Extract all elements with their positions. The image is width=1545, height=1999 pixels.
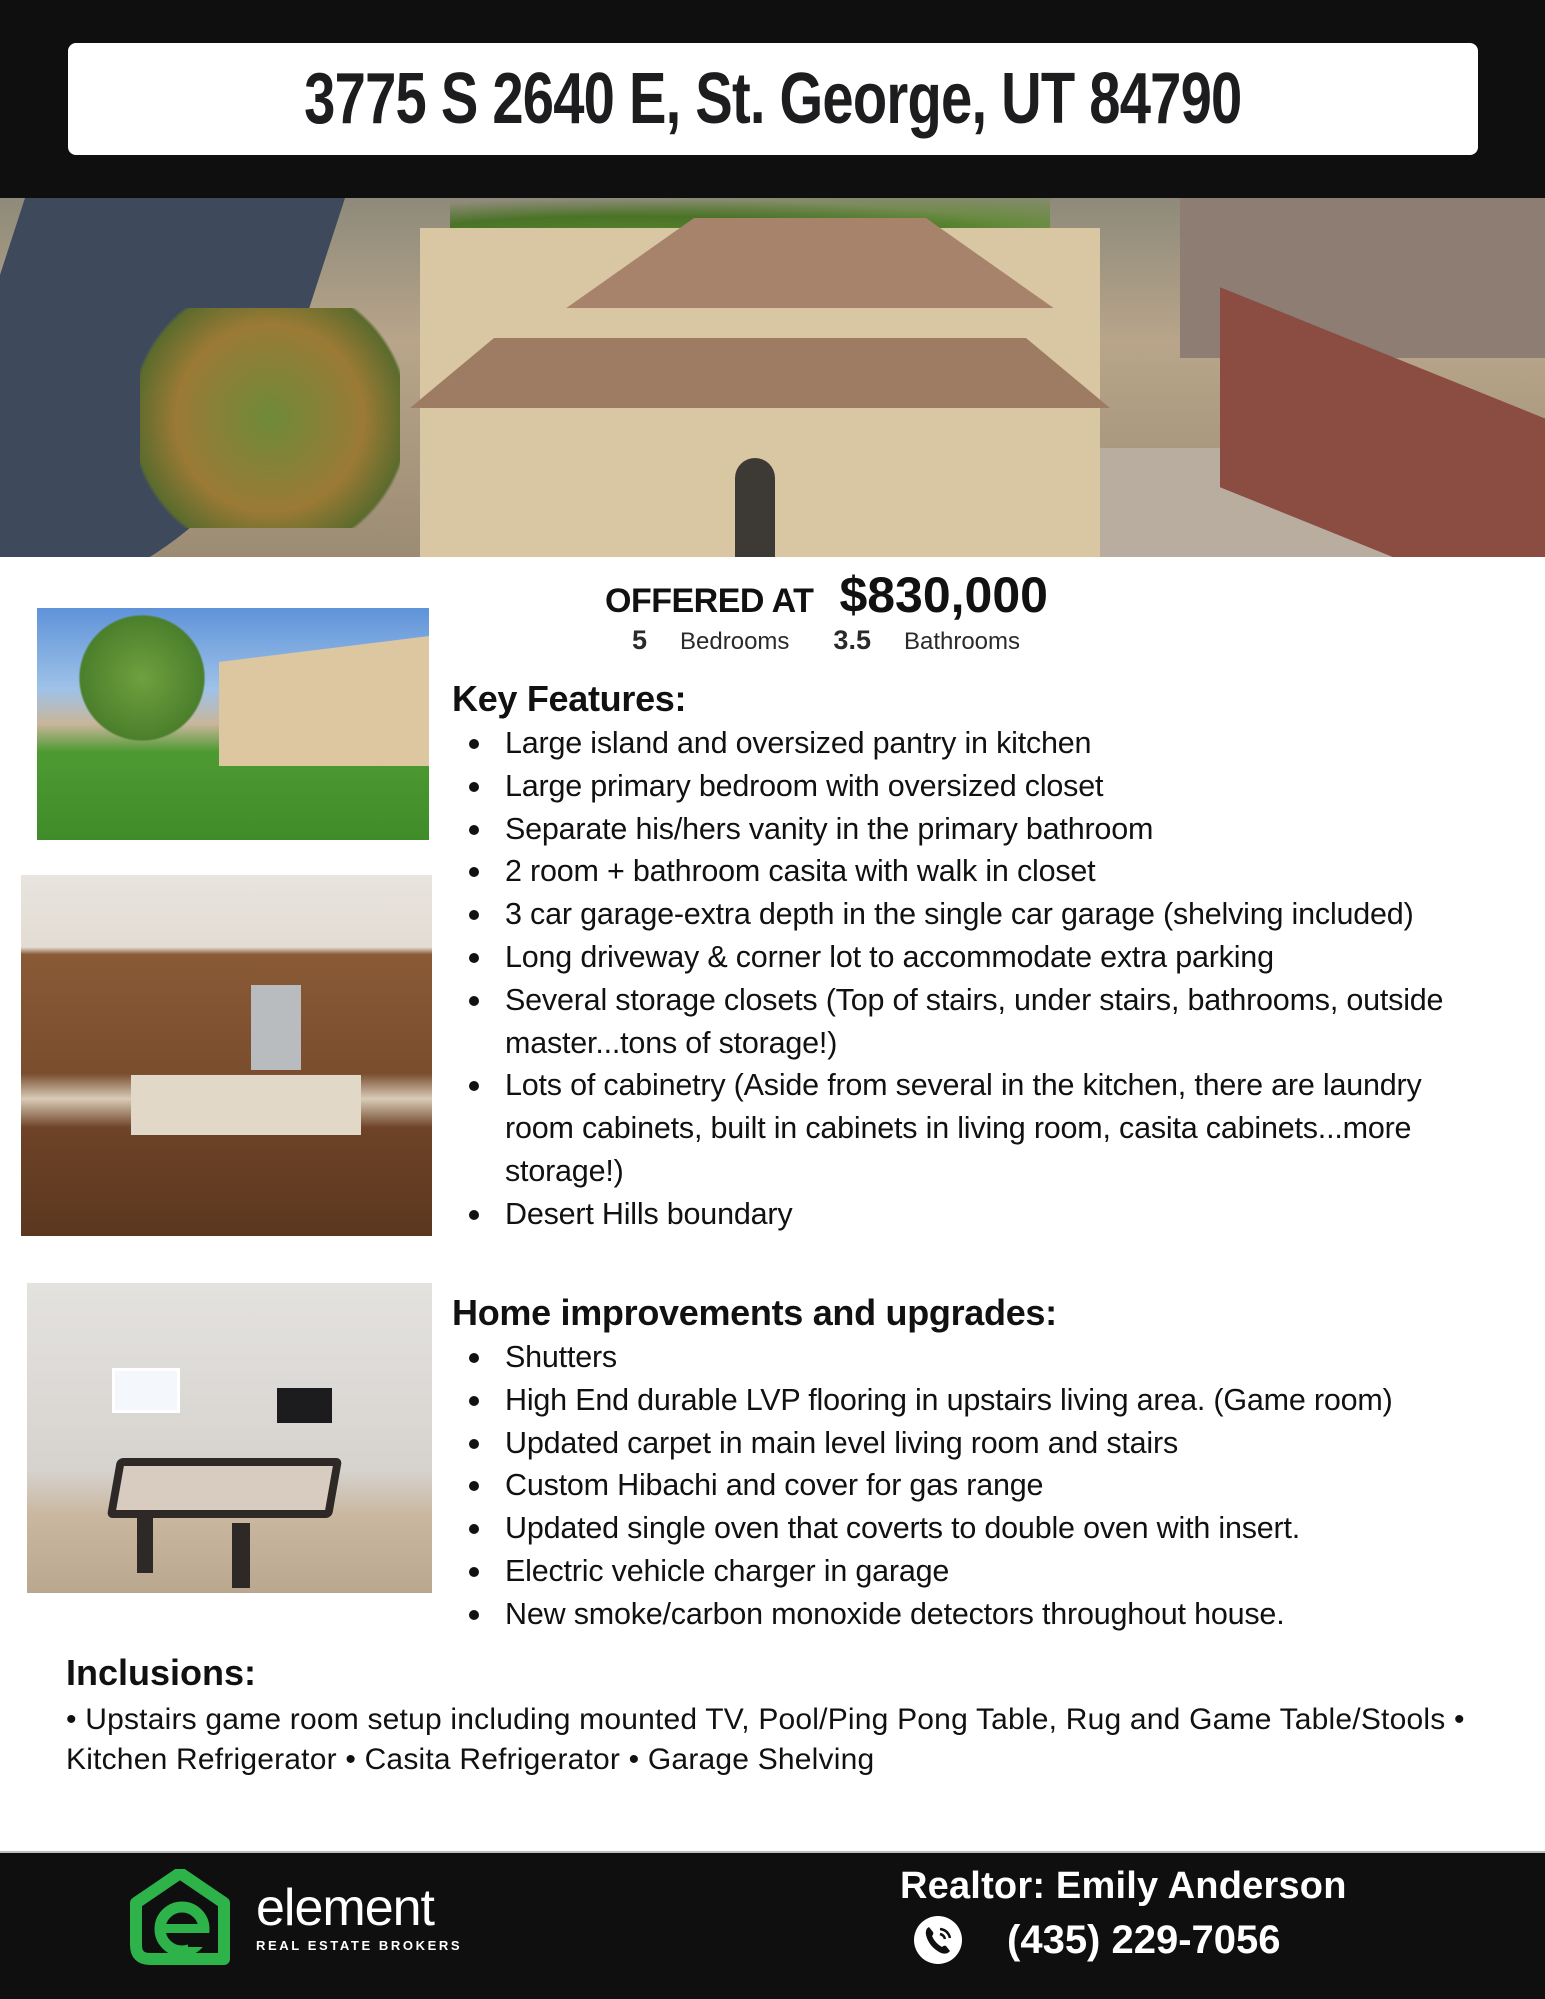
list-item: Electric vehicle charger in garage [452,1550,1532,1593]
list-item: Updated carpet in main level living room and stairs [452,1422,1532,1465]
list-item: Several storage closets (Top of stairs, under stairs, bathrooms, outside master...tons of storage!) [452,979,1452,1065]
brand-name: element [256,1878,434,1937]
bedrooms-label: Bedrooms [680,628,790,655]
hero-photo [0,198,1545,557]
pool-table [107,1458,343,1518]
improvements-section [452,1290,1532,1636]
key-features-title: Key Features: [452,678,687,719]
tree [140,308,400,528]
price: $830,000 [839,567,1048,623]
brand-logo [128,1869,462,1965]
inclusions-title: Inclusions: [66,1652,257,1693]
improvements-title: Home improvements and upgrades: [452,1292,1057,1333]
list-item: Large primary bedroom with oversized closet [452,765,1532,808]
address-banner [68,43,1478,155]
inclusions-section [66,1650,1506,1780]
game-room-photo [27,1283,432,1593]
list-item: Shutters [452,1336,1532,1379]
bathrooms-label: Bathrooms [903,628,1021,655]
list-item: 3 car garage-extra depth in the single car garage (shelving included) [452,893,1532,936]
list-item: Separate his/hers vanity in the primary bathroom [452,808,1532,851]
key-features-section [452,676,1532,1236]
improvements-list [452,1336,1532,1636]
patio [219,636,429,766]
list-item: Lots of cabinetry (Aside from several in the kitchen, there are laundry room cabinets, built in cabinets in living room, casita cabinets...more storage!) [452,1064,1432,1192]
backyard-photo [37,608,429,840]
bathrooms-count: 3.5 [833,625,871,655]
roof-lower [410,338,1110,408]
front-door [735,458,775,557]
inclusions-text: • Upstairs game room setup including mounted TV, Pool/Ping Pong Table, Rug and Game Table/Stools • Kitchen Refrigerator • Casita Refrigerator • Garage Shelving [66,1703,1465,1776]
table-leg [232,1523,250,1588]
list-item: 2 room + bathroom casita with walk in closet [452,850,1532,893]
bedrooms-count: 5 [632,625,648,655]
list-item: Desert Hills boundary [452,1193,1532,1236]
list-item: Custom Hibachi and cover for gas range [452,1464,1532,1507]
brand-tagline: REAL ESTATE BROKERS [256,1937,463,1953]
stats-row [632,625,1020,656]
list-item: High End durable LVP flooring in upstairs living area. (Game room) [452,1379,1532,1422]
realtor-name: Realtor: Emily Anderson [900,1865,1347,1907]
price-row [605,566,1048,624]
refrigerator [251,985,301,1070]
window [112,1368,180,1413]
kitchen-island [131,1075,361,1135]
tv [277,1388,332,1423]
phone-number[interactable]: (435) 229-7056 [1007,1917,1281,1962]
list-item: New smoke/carbon monoxide detectors throughout house. [452,1593,1532,1636]
brand-text [256,1878,463,1953]
list-item: Updated single oven that coverts to double oven with insert. [452,1507,1532,1550]
footer [0,1851,1545,1999]
offered-label: OFFERED AT [605,582,814,620]
phone-row [913,1915,1281,1965]
header-bar [0,0,1545,198]
kitchen-photo [21,875,432,1236]
key-features-list [452,722,1532,1236]
phone-icon [913,1915,963,1965]
tree [67,608,217,748]
list-item: Large island and oversized pantry in kitchen [452,722,1532,765]
property-address: 3775 S 2640 E, St. George, UT 84790 [304,59,1242,139]
table-leg [137,1518,153,1573]
element-logo-icon [128,1869,232,1965]
list-item: Long driveway & corner lot to accommodate extra parking [452,936,1532,979]
